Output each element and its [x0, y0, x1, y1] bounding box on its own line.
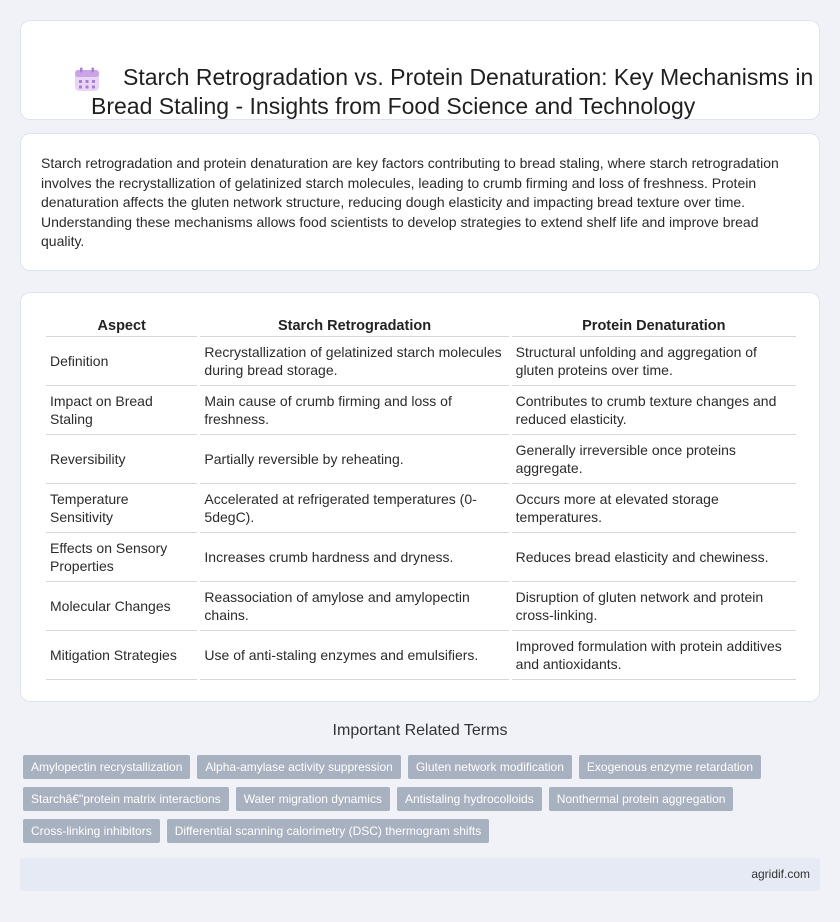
table-cell: Improved formulation with protein additives and antioxidants.: [512, 631, 796, 680]
title-card: [20, 20, 820, 120]
table-cell: Generally irreversible once proteins aggregate.: [512, 435, 796, 484]
related-term-tag[interactable]: Amylopectin recrystallization: [23, 755, 190, 779]
table-cell: Occurs more at elevated storage temperatures.: [512, 484, 796, 533]
table-cell: Molecular Changes: [46, 582, 197, 631]
table-row: [46, 582, 796, 631]
related-terms-heading: Important Related Terms: [332, 722, 508, 739]
related-term-tag[interactable]: Gluten network modification: [408, 755, 572, 779]
table-row: [46, 337, 796, 386]
table-cell: Use of anti-staling enzymes and emulsifiers.: [200, 631, 508, 680]
table-cell: Reversibility: [46, 435, 197, 484]
related-term-tag[interactable]: Differential scanning calorimetry (DSC) thermogram shifts: [167, 819, 490, 843]
summary-card: [20, 133, 820, 271]
table-cell: Effects on Sensory Properties: [46, 533, 197, 582]
column-header: Aspect: [46, 315, 197, 337]
related-term-tag[interactable]: Antistaling hydrocolloids: [397, 787, 542, 811]
table-cell: Structural unfolding and aggregation of gluten proteins over time.: [512, 337, 796, 386]
related-term-tag[interactable]: Exogenous enzyme retardation: [579, 755, 761, 779]
related-term-tag[interactable]: Alpha-amylase activity suppression: [197, 755, 400, 779]
footer: [20, 858, 820, 891]
comparison-table: [43, 315, 799, 680]
table-cell: Recrystallization of gelatinized starch molecules during bread storage.: [200, 337, 508, 386]
related-term-tag[interactable]: Cross-linking inhibitors: [23, 819, 160, 843]
table-cell: Contributes to crumb texture changes and reduced elasticity.: [512, 386, 796, 435]
comparison-table-card: [20, 292, 820, 702]
table-cell: Impact on Bread Staling: [46, 386, 197, 435]
table-cell: Partially reversible by reheating.: [200, 435, 508, 484]
footer-site-link[interactable]: agridif.com: [751, 867, 810, 881]
table-cell: Main cause of crumb firming and loss of freshness.: [200, 386, 508, 435]
table-header-row: [46, 315, 796, 337]
related-term-tag[interactable]: Water migration dynamics: [236, 787, 390, 811]
page-title: Starch Retrogradation vs. Protein Denaturation: Key Mechanisms in Bread Staling - Insights from Food Science and Technology: [91, 64, 814, 119]
related-term-tag[interactable]: Starchâ€"protein matrix interactions: [23, 787, 229, 811]
table-row: [46, 533, 796, 582]
table-row: [46, 484, 796, 533]
related-term-tag[interactable]: Nonthermal protein aggregation: [549, 787, 734, 811]
related-terms-list: [23, 755, 813, 843]
table-row: [46, 435, 796, 484]
table-cell: Definition: [46, 337, 197, 386]
table-row: [46, 631, 796, 680]
table-cell: Temperature Sensitivity: [46, 484, 197, 533]
summary-text: Starch retrogradation and protein denaturation are key factors contributing to bread staling, where starch retrogradation involves the recrystallization of gelatinized starch molecules, leading to crumb firming and loss of freshness. Protein denaturation affects the gluten network structure, reducing dough elasticity and impacting bread texture over time. Understanding these mechanisms allows food scientists to develop strategies to extend shelf life and improve bread quality.: [41, 155, 779, 250]
table-cell: Increases crumb hardness and dryness.: [200, 533, 508, 582]
table-cell: Reduces bread elasticity and chewiness.: [512, 533, 796, 582]
table-cell: Reassociation of amylose and amylopectin chains.: [200, 582, 508, 631]
column-header: Starch Retrogradation: [200, 315, 508, 337]
table-row: [46, 386, 796, 435]
table-cell: Disruption of gluten network and protein cross-linking.: [512, 582, 796, 631]
table-cell: Accelerated at refrigerated temperatures (0-5degC).: [200, 484, 508, 533]
column-header: Protein Denaturation: [512, 315, 796, 337]
table-cell: Mitigation Strategies: [46, 631, 197, 680]
